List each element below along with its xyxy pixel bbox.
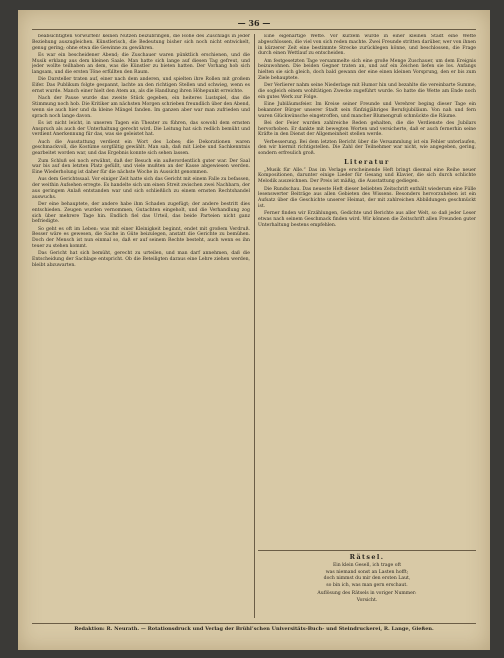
article-paragraph: Ferner finden wir Erzählungen, Gedichte und Berichte aus aller Welt, so daß jeder Leser etwas nach seinem Geschmack finden wird. Wir können die Zeitschrift allen Freunden guter Unterhaltung bestens empfehlen. — [258, 211, 476, 228]
article-paragraph: So geht es oft im Leben: was mit einer Kleinigkeit beginnt, endet mit großem Verdruß. Besser wäre es gewesen, die Sache in Güte beizulegen, anstatt die Gerichte zu bemühen. Doch der Mensch ist nun einmal so, daß er auf seinem Rechte besteht, auch wenn es ihn teuer zu stehen kommt. — [32, 226, 250, 249]
article-paragraph: Aus dem Gerichtssaal. Vor einiger Zeit hatte sich das Gericht mit einem Falle zu befassen, der weithin Aufsehen erregte. Es handelte sich um einen Streit zwischen zwei Nachbarn, der aus geringem Anlaß entstanden war und sich schließlich zu einem ernsten Rechtshandel auswuchs. — [32, 177, 250, 200]
riddle-solution-label: Auflösung des Rätsels in voriger Nummer: — [317, 590, 417, 596]
riddle-line: was niemand sonst an Lasten hofft; — [325, 569, 409, 575]
literature-heading: Literatur — [344, 158, 390, 166]
top-rule — [32, 29, 476, 30]
article-paragraph: Eine Jubiläumsfeier. Im Kreise seiner Freunde und Verehrer beging dieser Tage ein bekannter Bürger unserer Stadt sein fünfzigjähriges Berufsjubiläum. Von nah und fern waren Glückwünsche eingetroffen, und mancher Blumengruß schmückte die Räume. — [258, 102, 476, 119]
imprint-footer: Redaktion: R. Neurath. — Rotationsdruck und Verlag der Brühl’schen Universitäts-Buch- und Steindruckerei, R. Lange, Gießen. — [32, 623, 476, 632]
article-paragraph: Das Gericht hat sich bemüht, gerecht zu urteilen, und man darf annehmen, daß die Entscheidung der Sachlage entspricht. Ob die Beteiligten daraus eine Lehre ziehen werden, bleibt abzuwarten. — [32, 251, 250, 268]
riddle-heading: Rätsel. — [349, 553, 385, 561]
article-paragraph: Die Rundschau. Das neueste Heft dieser beliebten Zeitschrift enthält wiederum eine Fülle lesenswerter Beiträge aus allen Gebieten des Wissens. Besonders hervorzuheben ist ein Aufsatz über die Geschichte unserer Heimat, der mit zahlreichen Abbildungen geschmückt ist. — [258, 186, 476, 209]
riddle-solution-value: Vorsicht. — [356, 597, 378, 603]
newspaper-page — [18, 10, 490, 650]
riddle-line: doch nimmst du mir den ersten Laut, — [323, 576, 411, 582]
left-column — [32, 34, 250, 618]
column-divider — [254, 34, 255, 618]
riddle-line: Ein klein Gesell, ich trage oft — [332, 562, 402, 568]
article-paragraph: Eine eigenartige Wette. Vor kurzem wurde in einer kleinen Stadt eine Wette abgeschlossen, die viel von sich reden machte. Zwei Freunde stritten darüber, wer von ihnen in kürzerer Zeit eine bestimmte Strecke zurücklegen könne, und beschlossen, die Frage durch einen Wettlauf zu entscheiden. — [258, 34, 476, 57]
riddle-box — [258, 550, 476, 604]
page-number: — 36 — — [237, 18, 271, 28]
article-paragraph: Es war ein bescheidener Abend; die Zuschauer waren pünktlich erschienen, und die Musik erklang aus dem kleinen Saale. Man hatte sich lange auf diesen Tag gefreut, und jeder wollte teilhaben an dem, was die Künstler zu bieten hatten. Der Vorhang hob sich langsam, und die ersten Töne erfüllten den Raum. — [32, 52, 250, 76]
article-paragraph: beabsichtigten Vorwürfen! keinen Nutzen beizubringen, die Höhe des Zuschlags in jeder Beziehung auszugleichen. Künstlerisch, die Bedeutung bisher sich noch nicht entwickelt, genug gering; ohne etwa die Gewinne zu gewähren. — [32, 34, 250, 51]
article-paragraph: Auch die Ausstattung verdient ein Wort des Lobes; die Dekorationen waren geschmackvoll, die Kostüme sorgfältig gewählt. Man sah, daß mit Liebe und Sachkenntnis gearbeitet worden war, und das Ergebnis konnte sich sehen lassen. — [32, 139, 250, 157]
article-paragraph: Bei der Feier wurden zahlreiche Reden gehalten, die die Verdienste des Jubilars hervorhoben. Er dankte mit bewegten Worten und versicherte, daß er auch fernerhin seine Kräfte in den Dienst der Allgemeinheit stellen werde. — [258, 120, 476, 138]
article-paragraph: Es ist nicht leicht, in unseren Tagen ein Theater zu führen, das sowohl dem ernsten Anspruch als auch der Unterhaltung gerecht wird. Die Leitung hat sich redlich bemüht und verdient Anerkennung für das, was sie geleistet hat. — [32, 120, 250, 138]
article-paragraph: Verbesserung. Bei dem letzten Bericht über die Versammlung ist ein Fehler unterlaufen, den wir hiermit richtigstellen. Die Zahl der Teilnehmer war nicht, wie angegeben, gering, sondern erfreulich groß. — [258, 139, 476, 157]
article-paragraph: Die Darsteller traten auf, einer nach dem anderen, und spielten ihre Rollen mit großem Eifer. Das Publikum folgte gespannt, lachte an den richtigen Stellen und schwieg, wenn es ernst wurde. Manch einer hielt den Atem an, als die Handlung ihren Höhepunkt erreichte. — [32, 77, 250, 94]
article-paragraph: Der Verlierer nahm seine Niederlage mit Humor hin und bezahlte die vereinbarte Summe, die sogleich einem wohltätigen Zwecke zugeführt wurde. So hatte die Wette am Ende noch ein gutes Werk zur Folge. — [258, 83, 476, 100]
right-column — [258, 34, 476, 626]
riddle-line: so bin ich, was man gern erschaut. — [326, 583, 408, 588]
article-paragraph: Der eine behauptete, der andere habe ihm Schaden zugefügt; der andere bestritt dies entschieden. Zeugen wurden vernommen, Gutachten eingeholt, und die Verhandlung zog sich über mehrere Tage hin. Endlich fiel das Urteil, das beide Parteien nicht ganz befriedigte. — [32, 202, 250, 225]
article-paragraph: Nach der Pause wurde das zweite Stück gegeben, ein heiteres Lustspiel, das die Stimmung noch hob. Die Kritiker am nächsten Morgen schrieben freundlich über den Abend, wenn sie auch hier und da kleine Mängel fanden. Im ganzen aber war man zufrieden und sprach noch lange davon. — [32, 96, 250, 119]
article-paragraph: Zum Schluß sei noch erwähnt, daß der Besuch ein außerordentlich guter war. Der Saal war bis auf den letzten Platz gefüllt, und viele mußten an der Kasse abgewiesen werden. Eine Wiederholung ist daher für die nächste Woche in Aussicht genommen. — [32, 158, 250, 176]
article-paragraph: Am festgesetzten Tage versammelte sich eine große Menge Zuschauer, um dem Ereignis beizuwohnen. Die beiden Gegner traten an, und auf ein Zeichen liefen sie los. Anfangs hielten sie sich gleich, doch bald gewann der eine einen kleinen Vorsprung, den er bis zum Ziele behauptete. — [258, 58, 476, 81]
article-paragraph: „Musik für Alle.“ Das im Verlage erscheinende Heft bringt diesmal eine Reihe neuer Kompositionen, darunter einige Lieder für Gesang und Klavier, die sich durch schlichte Melodik auszeichnen. Der Preis ist mäßig, die Ausstattung gediegen. — [258, 167, 476, 185]
